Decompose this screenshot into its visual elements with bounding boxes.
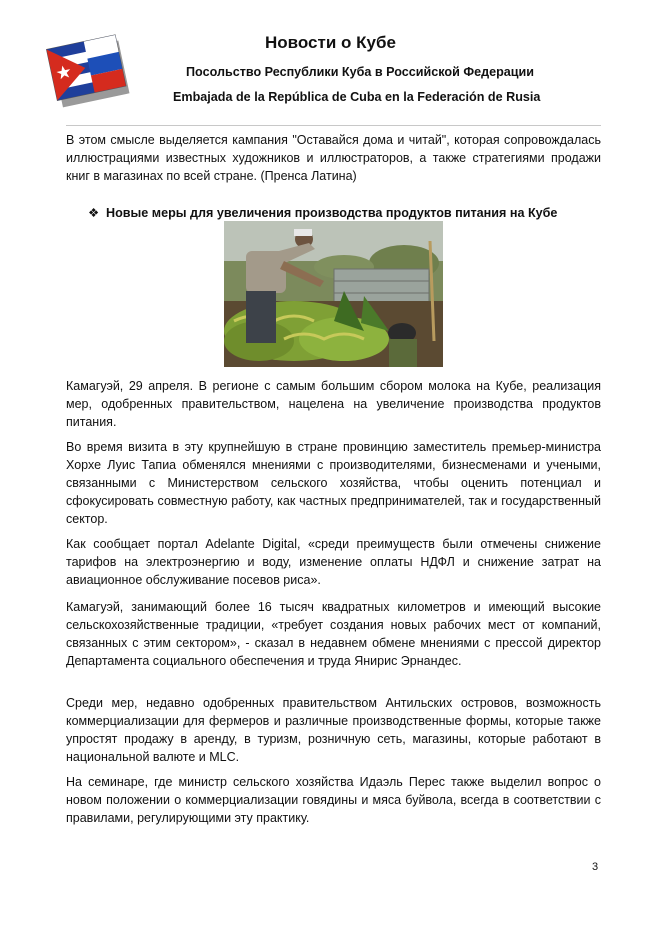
page-number: 3 bbox=[592, 861, 599, 873]
article-paragraph: Среди мер, недавно одобренных правительством Антильских островов, возможность коммерциализации для фермеров и различные производственные формы, которые также упростят продажу в аренду, в туризм, розничную сеть, магазины, которые работают в национальной валюте и MLC. bbox=[66, 696, 601, 764]
article-heading-text: Новые меры для увеличения производства продуктов питания на Кубе bbox=[106, 206, 558, 220]
article-photo bbox=[224, 221, 443, 367]
embassy-name-russian: Посольство Республики Куба в Российской Федерации bbox=[186, 65, 534, 79]
article-paragraph: Камагуэй, 29 апреля. В регионе с самым большим сбором молока на Кубе, реализация мер, одобренных правительством, нацелена на увеличение производства продуктов питания. bbox=[66, 379, 601, 429]
article-paragraph: Камагуэй, занимающий более 16 тысяч квадратных километров и имеющий высокие сельскохозяйственные традиции, «требует создания новых рабочих мест от компаний, связанных с этим сектором», - сказал в недавнем обмене мнениями с прессой директор Департамента социального обеспечения и труда Янирис Эрнандес. bbox=[66, 600, 601, 668]
cuba-russia-flag-icon bbox=[46, 33, 134, 109]
article-heading bbox=[88, 205, 557, 220]
article-paragraph: На семинаре, где министр сельского хозяйства Идаэль Перес также выделил вопрос о новом положении о коммерциализации говядины и мяса буйвола, всегда в соответствии с правилами, регулирующими эту практику. bbox=[66, 775, 601, 825]
diamond-bullet-icon: ❖ bbox=[88, 206, 100, 220]
article-paragraph: Во время визита в эту крупнейшую в стране провинцию заместитель премьер-министра Хорхе Луис Тапиа обменялся мнениями с производителями, бизнесменами и учеными, связанными с Министерством сельского хозяйства, чтобы оценить потенциал и сфокусировать совместную работу, как частных предпринимателей, так и государственный сектор. bbox=[66, 440, 601, 526]
intro-paragraph: В этом смысле выделяется кампания "Оставайся дома и читай", которая сопровождалась иллюстрациями известных художников и иллюстраторов, а также стратегиями продажи книг в магазинах по всей стране. (Пренса Латина) bbox=[66, 133, 601, 183]
embassy-name-spanish: Embajada de la República de Cuba en la Federación de Rusia bbox=[173, 90, 541, 104]
header-divider bbox=[66, 125, 601, 126]
article-paragraph: Как сообщает портал Adelante Digital, «среди преимуществ были отмечены снижение тарифов на электроэнергию и воду, изменение оплаты НДФЛ и снижение затрат на авиационное обслуживание посевов риса». bbox=[66, 537, 601, 587]
newsletter-title: Новости о Кубе bbox=[265, 33, 396, 52]
